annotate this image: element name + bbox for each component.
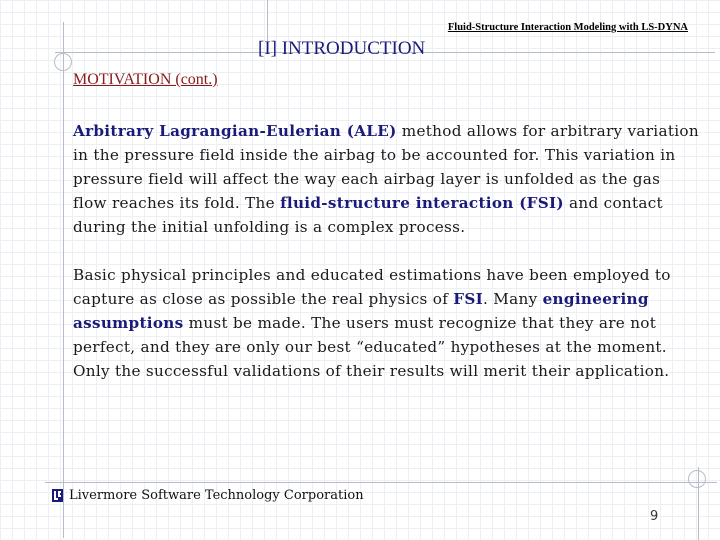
paragraph-text: and contact during the initial unfolding is a complex process. bbox=[73, 194, 663, 236]
page-number: 9 bbox=[650, 509, 659, 524]
emphasized-term: Arbitrary Lagrangian-Eulerian (ALE) bbox=[73, 122, 397, 140]
slide-heading: MOTIVATION (cont.) bbox=[73, 71, 218, 88]
paragraph-text: . Many bbox=[483, 290, 543, 308]
decor-vertical-line-left bbox=[63, 22, 64, 538]
footer-company: Livermore Software Technology Corporation bbox=[69, 488, 364, 503]
emphasized-term: engineering assumptions bbox=[73, 290, 649, 332]
paragraph-physical-principles bbox=[73, 263, 699, 383]
paragraph-text: method allows for arbitrary variation in the pressure field inside the airbag to be accounted for. This variation in pressure field will affect the way each airbag layer is unfolded as the gas flow reaches its fold. The bbox=[73, 122, 699, 212]
decor-circle-bottom-right bbox=[688, 470, 706, 488]
emphasized-term: FSI bbox=[453, 290, 484, 308]
section-title: [I] INTRODUCTION bbox=[258, 38, 426, 59]
footer bbox=[52, 488, 364, 503]
paragraph-text: must be made. The users must recognize that they are not perfect, and they are only our best “educated” hypotheses at the moment. Only the successful validations of their results will merit their application. bbox=[73, 314, 670, 380]
paragraph-ale-method bbox=[73, 119, 699, 239]
lstc-logo-icon bbox=[52, 489, 63, 502]
decor-circle-top-left bbox=[54, 53, 72, 71]
paragraph-text: Basic physical principles and educated estimations have been employed to capture as close as possible the real physics of bbox=[73, 266, 671, 308]
header-title: Fluid-Structure Interaction Modeling with LS-DYNA bbox=[447, 22, 688, 33]
decor-horizontal-line-bottom bbox=[45, 482, 717, 483]
emphasized-term: fluid-structure interaction (FSI) bbox=[280, 194, 564, 212]
